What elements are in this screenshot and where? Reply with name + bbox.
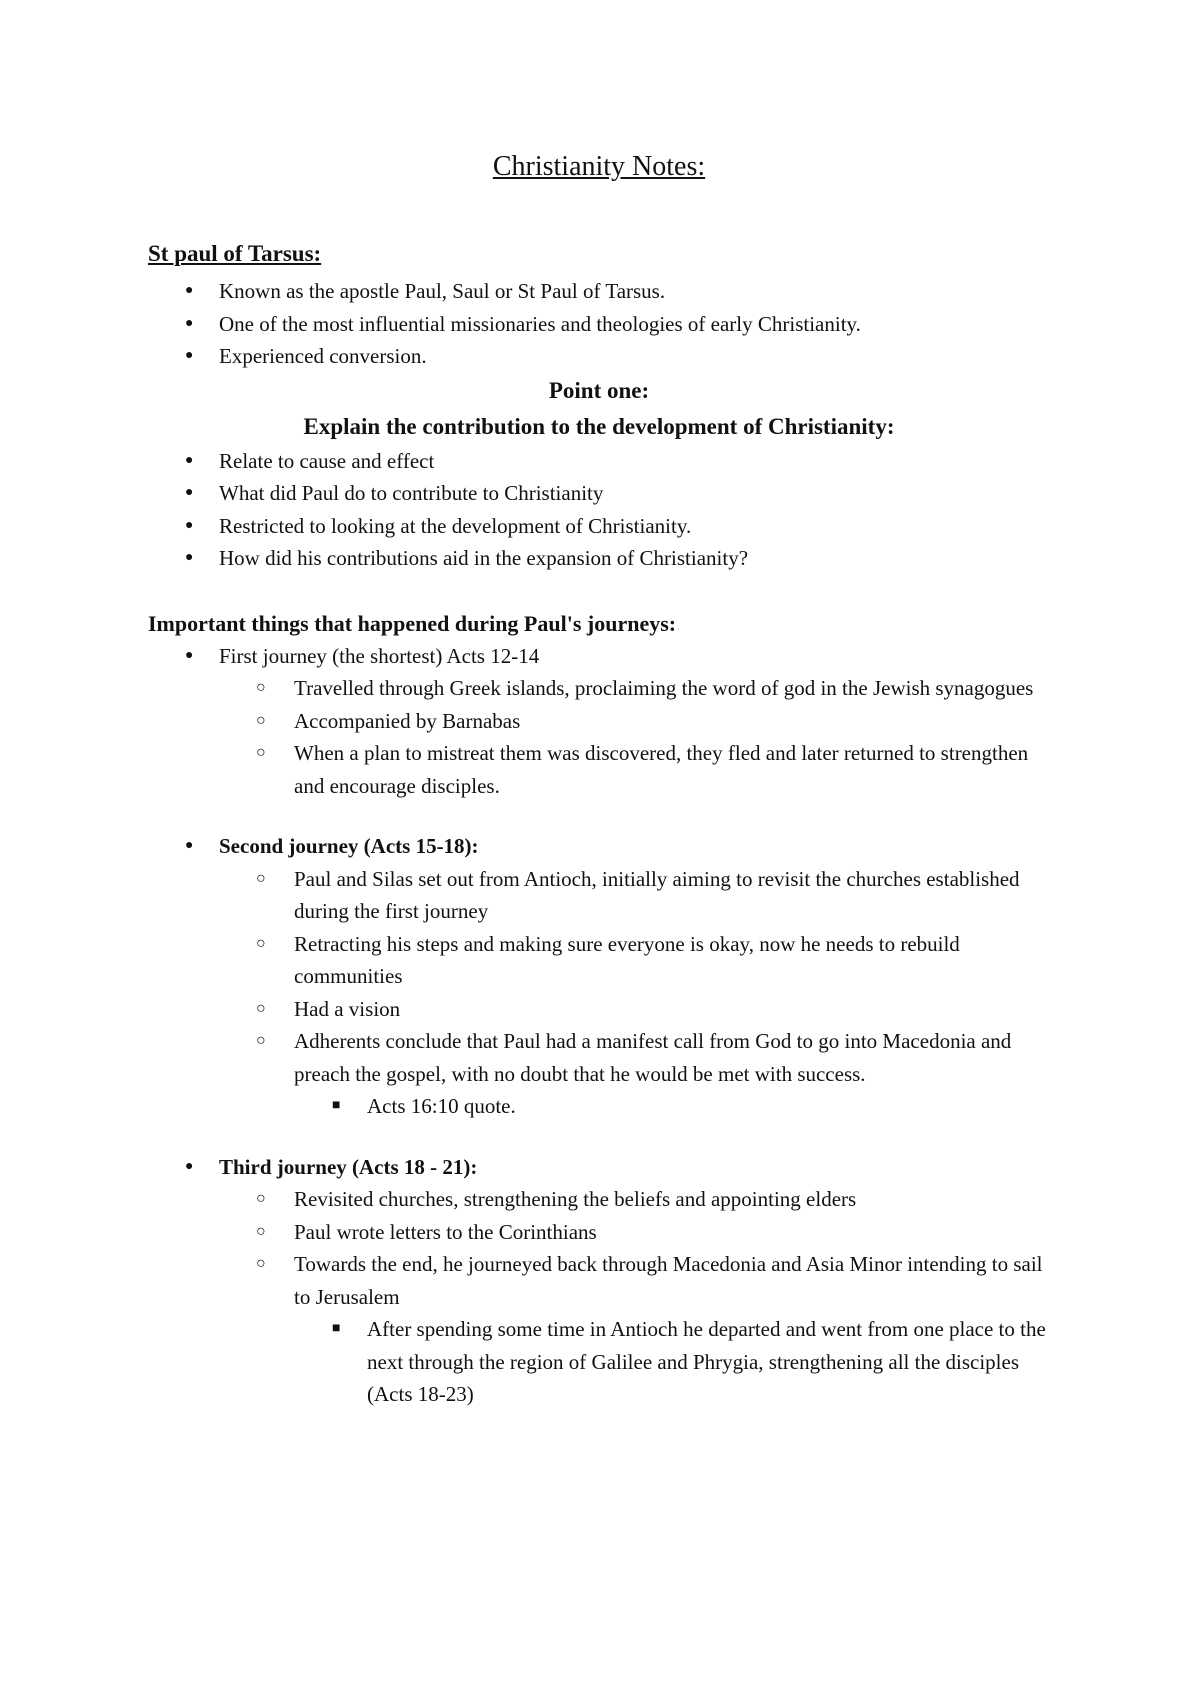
bullet-circle-icon: ○ xyxy=(256,744,266,762)
first-journey-list xyxy=(148,640,1050,673)
list-item: ● Experienced conversion. xyxy=(148,340,1050,373)
second-journey-sublist xyxy=(148,863,1050,1091)
journeys-heading: Important things that happened during Paul's journeys: xyxy=(148,610,677,636)
bullet-disc-icon: ● xyxy=(185,452,194,468)
list-item: ○ Towards the end, he journeyed back through Macedonia and Asia Minor intending to sail to Jerusalem xyxy=(148,1248,1050,1313)
list-item: ○ Had a vision xyxy=(148,993,1050,1026)
point-one-heading: Point one: xyxy=(548,377,650,403)
bullet-circle-icon: ○ xyxy=(256,934,266,952)
list-item: ○ Accompanied by Barnabas xyxy=(148,705,1050,738)
bullet-circle-icon: ○ xyxy=(256,679,266,697)
list-item: ● Restricted to looking at the development of Christianity. xyxy=(148,510,1050,543)
bullet-circle-icon: ○ xyxy=(256,1190,266,1208)
list-item: ● Known as the apostle Paul, Saul or St Paul of Tarsus. xyxy=(148,275,1050,308)
list-item: ● Relate to cause and effect xyxy=(148,445,1050,478)
bullet-circle-icon: ○ xyxy=(256,999,266,1017)
second-journey-item: ● Second journey (Acts 15-18): xyxy=(148,830,1050,863)
list-item: ■ Acts 16:10 quote. xyxy=(148,1090,1050,1123)
bullet-circle-icon: ○ xyxy=(256,711,266,729)
list-item: ○ Adherents conclude that Paul had a manifest call from God to go into Macedonia and preach the gospel, with no doubt that he would be met with success. xyxy=(148,1025,1050,1090)
third-journey-list xyxy=(148,1151,1050,1184)
list-item: ○ Travelled through Greek islands, proclaiming the word of god in the Jewish synagogues xyxy=(148,672,1050,705)
section-heading-st-paul: St paul of Tarsus: xyxy=(148,240,322,266)
bullet-disc-icon: ● xyxy=(185,647,194,663)
bullet-circle-icon: ○ xyxy=(256,1032,266,1050)
list-item: ○ Paul wrote letters to the Corinthians xyxy=(148,1216,1050,1249)
list-item: ○ Retracting his steps and making sure everyone is okay, now he needs to rebuild communities xyxy=(148,928,1050,993)
second-journey-subsublist xyxy=(148,1090,1050,1123)
first-journey-sublist xyxy=(148,672,1050,802)
bullet-disc-icon: ● xyxy=(185,283,194,299)
list-item: ■ After spending some time in Antioch he departed and went from one place to the next through the region of Galilee and Phrygia, strengthening all the disciples (Acts 18-23) xyxy=(148,1313,1050,1411)
list-item: ● One of the most influential missionaries and theologies of early Christianity. xyxy=(148,308,1050,341)
point-one-subheading: Explain the contribution to the development of Christianity: xyxy=(303,413,895,439)
page-title: Christianity Notes: xyxy=(492,151,706,182)
list-item: ○ Paul and Silas set out from Antioch, initially aiming to revisit the churches established during the first journey xyxy=(148,863,1050,928)
point-one-bullet-list xyxy=(148,445,1050,575)
third-journey-sublist xyxy=(148,1183,1050,1313)
bullet-disc-icon: ● xyxy=(185,348,194,364)
bullet-circle-icon: ○ xyxy=(256,1222,266,1240)
list-item: ● What did Paul do to contribute to Christianity xyxy=(148,477,1050,510)
bullet-disc-icon: ● xyxy=(185,550,194,566)
bullet-disc-icon: ● xyxy=(185,517,194,533)
bullet-disc-icon: ● xyxy=(185,485,194,501)
list-item: ○ When a plan to mistreat them was discovered, they fled and later returned to strengthen and encourage disciples. xyxy=(148,737,1050,802)
first-journey-item: ● First journey (the shortest) Acts 12-14 xyxy=(148,640,1050,673)
bullet-square-icon: ■ xyxy=(332,1098,341,1114)
bullet-disc-icon: ● xyxy=(185,315,194,331)
bullet-square-icon: ■ xyxy=(332,1321,341,1337)
bullet-disc-icon: ● xyxy=(185,838,194,854)
third-journey-subsublist xyxy=(148,1313,1050,1411)
list-item: ● How did his contributions aid in the expansion of Christianity? xyxy=(148,542,1050,575)
bullet-circle-icon: ○ xyxy=(256,1255,266,1273)
third-journey-item: ● Third journey (Acts 18 - 21): xyxy=(148,1151,1050,1184)
second-journey-list xyxy=(148,830,1050,863)
list-item: ○ Revisited churches, strengthening the beliefs and appointing elders xyxy=(148,1183,1050,1216)
st-paul-bullet-list xyxy=(148,275,1050,373)
bullet-circle-icon: ○ xyxy=(256,869,266,887)
bullet-disc-icon: ● xyxy=(185,1158,194,1174)
